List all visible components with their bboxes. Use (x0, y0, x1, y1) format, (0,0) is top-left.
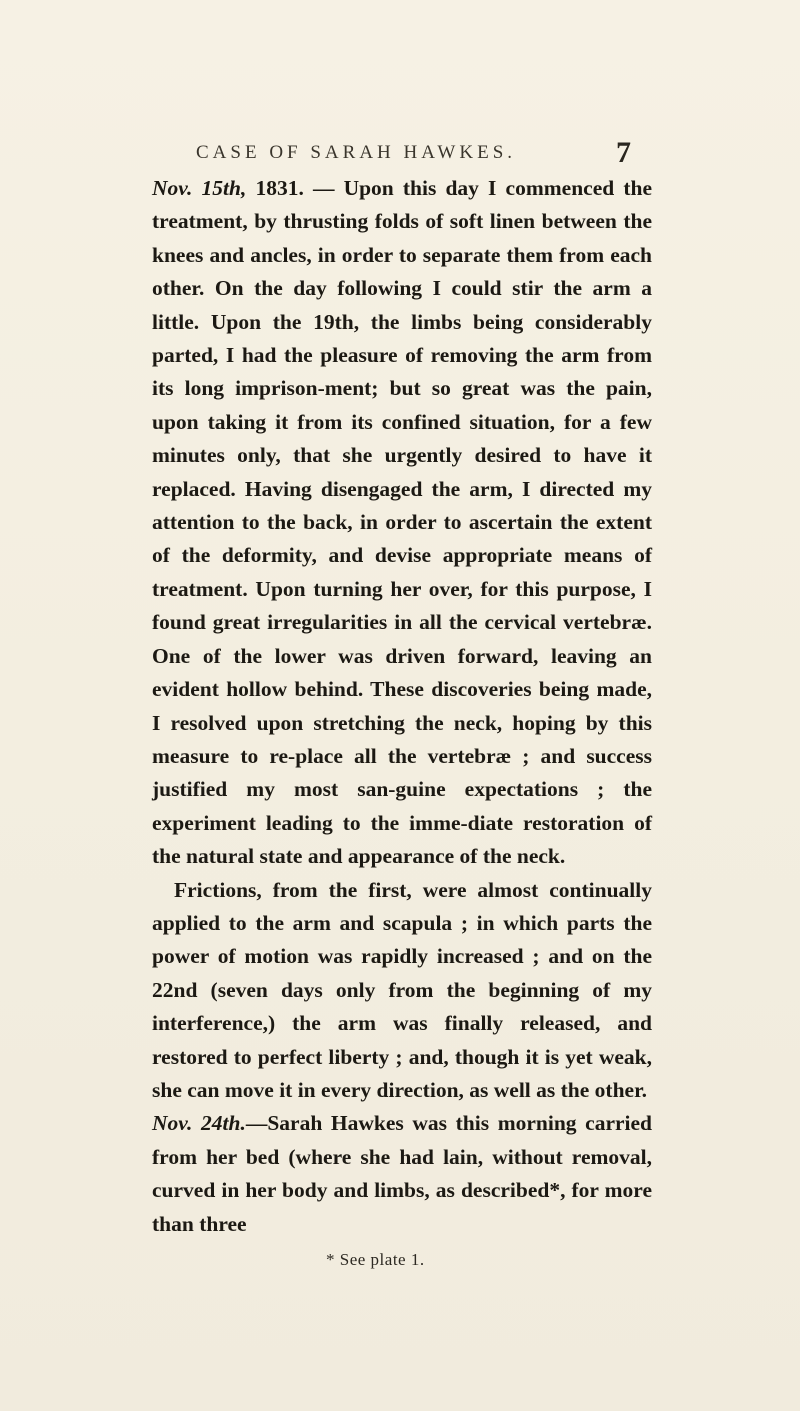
entry-date: Nov. 24th. (152, 1111, 246, 1136)
paragraph-nov-24 (152, 1107, 652, 1241)
paragraph-frictions (152, 874, 652, 1108)
running-head: CASE OF SARAH HAWKES. (196, 142, 517, 163)
paragraph-text: —Sarah Hawkes was this morning carried from her bed (where she had lain, without removal, curved in her body and limbs, as described*, for more than three (152, 1111, 653, 1236)
paragraph-text: 1831. — Upon this day I commenced the treatment, by thrusting folds of soft linen between the knees and ancles, in order to separate them from each other. On the day following I could stir the arm a little. Upon the 19th, the limbs being considerably parted, I had the pleasure of removing the arm from its long imprison-ment; but so great was the pain, upon taking it from its confined situation, for a few minutes only, that she urgently desired to have it replaced. Having disengaged the arm, I directed my attention to the back, in order to ascertain the extent of the deformity, and devise appropriate means of treatment. Upon turning her over, for this purpose, I found great irregularities in all the cervical vertebræ. One of the lower was driven forward, leaving an evident hollow behind. These discoveries being made, I resolved upon stretching the neck, hoping by this measure to re-place all the vertebræ ; and success justified my most san-guine expectations ; the experiment leading to the imme-diate restoration of the natural state and appearance of the neck. (152, 176, 652, 869)
body-text (152, 172, 652, 1241)
paragraph-text: Frictions, from the first, were almost continually applied to the arm and scapula ; in which parts the power of motion was rapidly increased ; and on the 22nd (seven days only from the beginning of my interference,) the arm was finally released, and restored to perfect liberty ; and, though it is yet weak, she can move it in every direction, as well as the other. (152, 877, 652, 1102)
entry-date: Nov. 15th, (152, 176, 247, 200)
footnote: * See plate 1. (326, 1250, 425, 1269)
page-number: 7 (616, 136, 631, 169)
paragraph-nov-15 (152, 172, 652, 874)
